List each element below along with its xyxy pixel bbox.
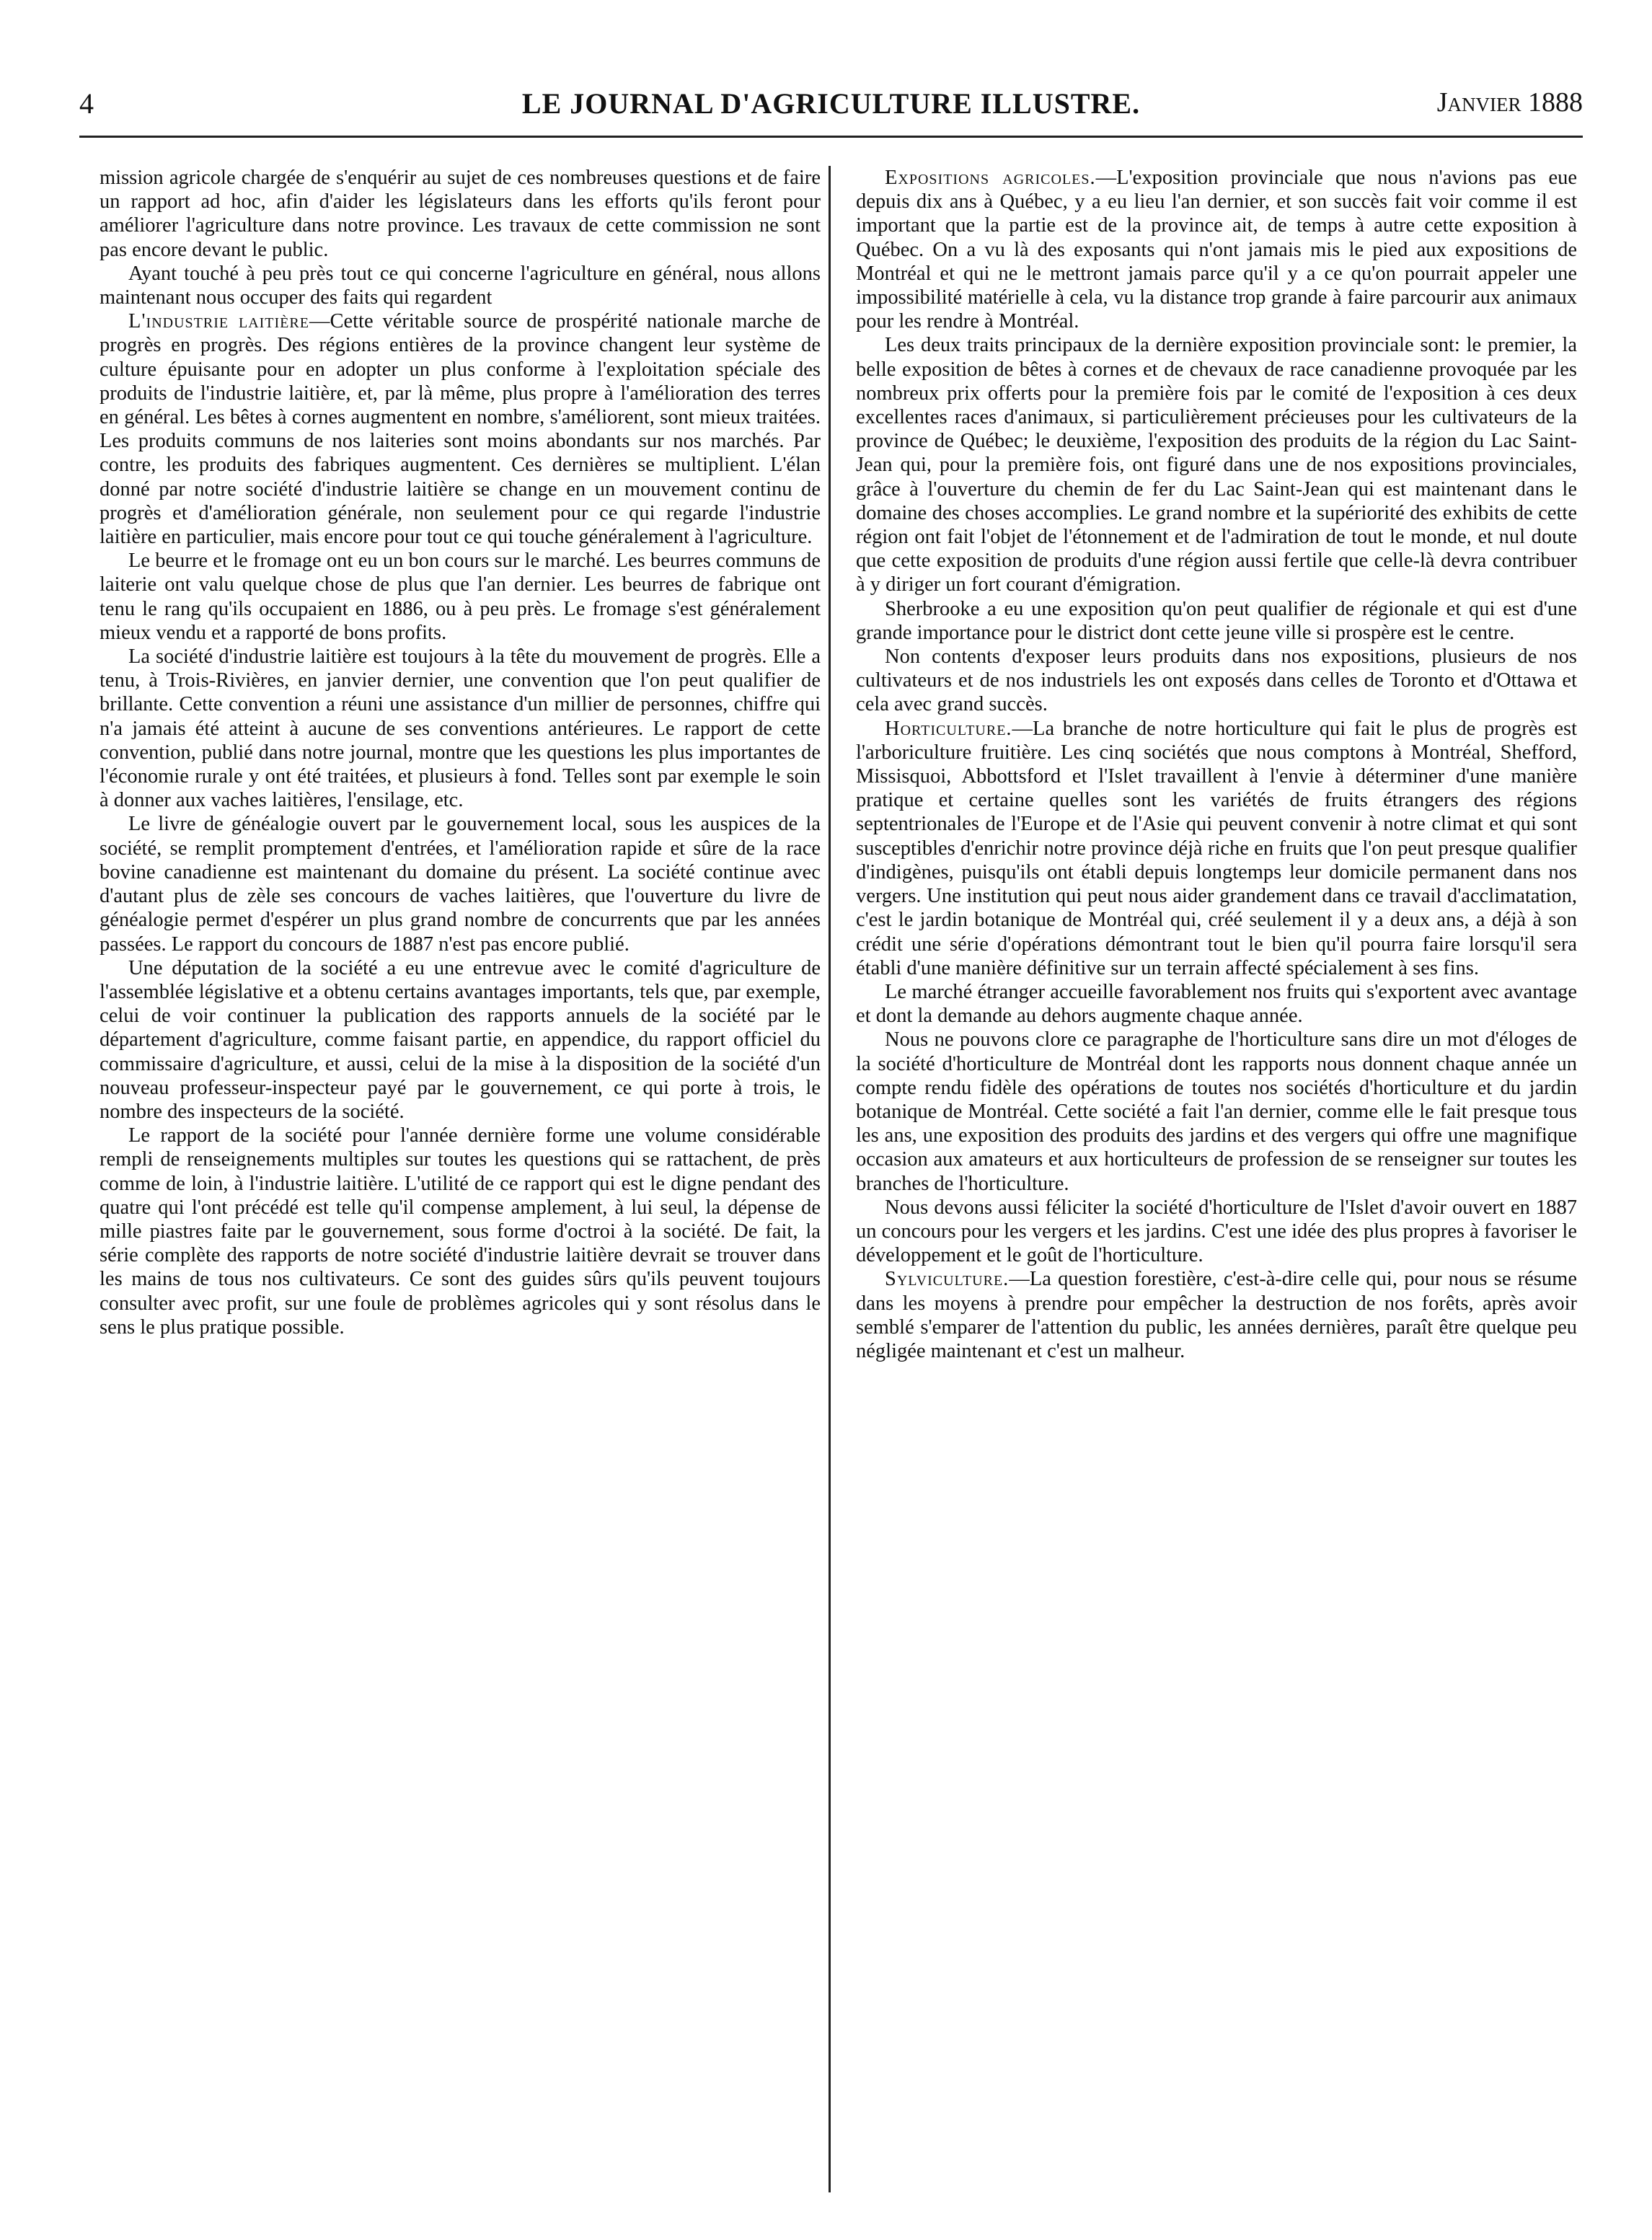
paragraph-text: —L'exposition provinciale que nous n'avions pas eue depuis dix ans à Québec, y a eu lieu l'an dernier, et son succès fait voir comme il est important que la partie est de la province ait, de temps à autre cette exposition à Québec. On a vu là des exposants qui n'ont jamais mis le pied aux expositions de Montréal et qui ne le mettront jamais parce qu'il y a ce qu'on pourrait appeler une impossibilité matérielle à cela, vu la distance trop grande à faire parcourir aux animaux pour les rendre à Montréal. <box>856 167 1577 333</box>
paragraph-text: Ayant touché à peu près tout ce qui concerne l'agriculture en général, nous allons maintenant nous occuper des faits qui regardent <box>100 262 821 309</box>
issue-date: Janvier 1888 <box>1436 87 1583 118</box>
article-paragraph <box>856 333 1577 596</box>
article-paragraph <box>100 645 821 812</box>
paragraph-text: Nous ne pouvons clore ce paragraphe de l'horticulture sans dire un mot d'éloges de la société d'horticulture de Montréal dont les rapports nous donnent chaque année un compte rendu fidèle des opérations de toutes nos sociétés d'horticulture et du jardin botanique de Montréal. Cette société a fait l'an dernier, comme elle le fait presque tous les ans, une exposition des produits des jardins et des vergers qui offre une magnifique occasion aux amateurs et aux horticulteurs de profession de se renseigner sur toutes les branches de l'horticulture. <box>856 1028 1577 1195</box>
article-paragraph <box>100 166 821 262</box>
paragraph-text: Le beurre et le fromage ont eu un bon cours sur le marché. Les beurres communs de laiterie ont valu quelque chose de plus que l'an dernier. Les beurres de fabrique ont tenu le rang qu'ils occupaient en 1886, ou à peu près. Le fromage s'est généralement mieux vendu et a rapporté de bons profits. <box>100 550 821 644</box>
article-paragraph <box>856 597 1577 645</box>
paragraph-text: —La question forestière, c'est-à-dire celle qui, pour nous se résume dans les moyens à prendre pour empêcher la destruction de nos forêts, après avoir semblé s'emparer de l'attention du public, les années dernières, paraît être quelque peu négligée maintenant et c'est un malheur. <box>856 1268 1577 1362</box>
paragraph-text: Le marché étranger accueille favorablement nos fruits qui s'exportent avec avantage et dont la demande au dehors augmente chaque année. <box>856 980 1577 1028</box>
section-heading: L'industrie laitière <box>128 310 309 333</box>
article-paragraph <box>856 166 1577 333</box>
right-column <box>856 166 1577 2200</box>
article-paragraph <box>100 1124 821 1339</box>
article-paragraph <box>100 262 821 309</box>
article-paragraph <box>856 1267 1577 1363</box>
section-heading: Sylviculture. <box>885 1268 1010 1291</box>
paragraph-text: mission agricole chargée de s'enquérir au sujet de ces nombreuses questions et de faire un rapport ad hoc, afin d'aider les législateurs dans les efforts qu'ils feront pour améliorer l'agriculture dans notre province. Les travaux de cette commission ne sont pas encore devant le public. <box>100 167 821 261</box>
column-divider <box>829 166 831 2192</box>
paragraph-text: Nous devons aussi féliciter la société d'horticulture de l'Islet d'avoir ouvert en 1887 un concours pour les vergers et les jardins. C'est une idée des plus propres à favoriser le développement et le goût de l'horticulture. <box>856 1196 1577 1267</box>
header-rule <box>79 136 1583 138</box>
article-paragraph <box>100 549 821 645</box>
paragraph-text: —Cette véritable source de prospérité nationale marche de progrès en progrès. Des régions entières de la province changent leur système de culture épuisante pour en adopter un plus conforme à l'exploitation spéciale des produits de l'industrie laitière, et, par là même, plus propre à l'amélioration des terres en général. Les bêtes à cornes augmentent en nombre, s'améliorent, sont mieux traitées. Les produits communs de nos laiteries sont moins abondants sur nos marchés. Par contre, les produits des fabriques augmentent. Ces dernières se multiplient. L'élan donné par notre société d'industrie laitière se change en un mouvement continu de progrès et d'amélioration générale, non seulement pour ce qui regarde l'industrie laitière en particulier, mais encore pour tout ce qui touche généralement à l'agriculture. <box>100 310 821 549</box>
article-paragraph <box>856 1028 1577 1195</box>
paragraph-text: Sherbrooke a eu une exposition qu'on peut qualifier de régionale et qui est d'une grande importance pour le district dont cette jeune ville si prospère est le centre. <box>856 597 1577 644</box>
article-paragraph <box>856 717 1577 980</box>
paragraph-text: Non contents d'exposer leurs produits dans nos expositions, plusieurs de nos cultivateurs et de nos industriels les ont exposés dans celles de Toronto et d'Ottawa et cela avec grand succès. <box>856 645 1577 716</box>
article-paragraph <box>100 812 821 956</box>
paragraph-text: Le rapport de la société pour l'année dernière forme une volume considérable rempli de renseignements multiples sur toutes les questions qui se rattachent, de près comme de loin, à l'industrie laitière. L'utilité de ce rapport qui est le digne pendant des quatre qui l'ont précédé est telle qu'il compense amplement, à lui seul, la dépense de mille piastres faite par le gouvernement, sous forme d'octroi à la société. De fait, la série complète des rapports de notre société d'industrie laitière devrait se trouver dans les mains de tous nos cultivateurs. Ce sont des guides sûrs qu'ils peuvent toujours consulter avec profit, sur une foule de problèmes agricoles qui y sont résolus dans le sens le plus pratique possible. <box>100 1124 821 1339</box>
journal-title: LE JOURNAL D'AGRICULTURE ILLUSTRE. <box>521 87 1141 120</box>
article-paragraph <box>100 309 821 549</box>
paragraph-text: Une députation de la société a eu une entrevue avec le comité d'agriculture de l'assemblée législative et a obtenu certains avantages importants, tels que, par exemple, celui de voir continuer la publication des rapports annuels de la société par le département d'agriculture, comme faisant partie, en appendice, du rapport officiel du commissaire d'agriculture, et aussi, celui de la mise à la disposition de la société d'un nouveau professeur-inspecteur payé par le gouvernement, ce qui porte à trois, le nombre des inspecteurs de la société. <box>100 956 821 1123</box>
section-heading: Expositions agricoles. <box>885 167 1096 189</box>
article-paragraph <box>100 956 821 1124</box>
left-column <box>100 166 821 2200</box>
article-paragraph <box>856 980 1577 1028</box>
paragraph-text: La société d'industrie laitière est toujours à la tête du mouvement de progrès. Elle a tenu, à Trois-Rivières, en janvier dernier, une convention que l'on peut qualifier de brillante. Cette convention a réuni une assistance d'un millier de personnes, chiffre qui n'a jamais été atteint à aucune de ses conventions antérieures. Le rapport de cette convention, publié dans notre journal, montre que les questions les plus importantes de l'économie rurale y ont été traitées, et plusieurs à fond. Telles sont par exemple le soin à donner aux vaches laitières, l'ensilage, etc. <box>100 645 821 812</box>
page-header <box>79 87 1583 130</box>
article-paragraph <box>856 1196 1577 1268</box>
paragraph-text: Les deux traits principaux de la dernière exposition provinciale sont: le premier, la belle exposition de bêtes à cornes et de chevaux de race canadienne provoquée par les nombreux prix offerts pour la première fois par le comité de l'exposition à ces deux excellentes races d'animaux, si particulièrement précieuses pour les cultivateurs de la province de Québec; le deuxième, l'exposition des produits de la région du Lac Saint-Jean qui, pour la première fois, ont figuré dans une de nos expositions provinciales, grâce à l'ouverture du chemin de fer du Lac Saint-Jean qui est maintenant dans le domaine des choses accomplies. Le grand nombre et la supériorité des exhibits de cette région ont fait l'objet de l'étonnement et de l'admiration de tout le monde, et nul doute que cette exposition de produits d'une région aussi fertile que celle-là devra contribuer à y diriger un fort courant d'émigration. <box>856 334 1577 596</box>
page-number: 4 <box>79 87 94 120</box>
section-heading: Horticulture. <box>885 717 1012 740</box>
paragraph-text: Le livre de généalogie ouvert par le gouvernement local, sous les auspices de la société, se remplit promptement d'entrées, et l'amélioration rapide et sûre de la race bovine canadienne est maintenant du domaine du présent. La société continue avec d'autant plus de zèle ses concours de vaches laitières, que l'ouverture du livre de généalogie permet d'espérer un plus grand nombre de concurrents que par les années passées. Le rapport du concours de 1887 n'est pas encore publié. <box>100 813 821 956</box>
paragraph-text: —La branche de notre horticulture qui fait le plus de progrès est l'arboriculture fruitière. Les cinq sociétés que nous comptons à Montréal, Shefford, Missisquoi, Abbottsford et l'Islet travaillent à l'envie à déterminer d'une manière pratique et certaine quelles sont les variétés de fruits étrangers des régions septentrionales de l'Europe et de l'Asie qui peuvent convenir à notre climat et qui sont susceptibles d'enrichir notre province déjà riche en fruits que l'on peut presque qualifier d'indigènes, puisqu'ils ont établi depuis longtemps leur domicile permanent dans nos vergers. Une institution qui peut nous aider grandement dans ce travail d'acclimatation, c'est le jardin botanique de Montréal qui, créé seulement il y a deux ans, a déjà à son crédit une série d'opérations démontrant tout le bien qu'il pourra faire lorsqu'il sera établi d'une manière définitive sur un terrain affecté spécialement à ses fins. <box>856 717 1577 979</box>
article-paragraph <box>856 645 1577 717</box>
